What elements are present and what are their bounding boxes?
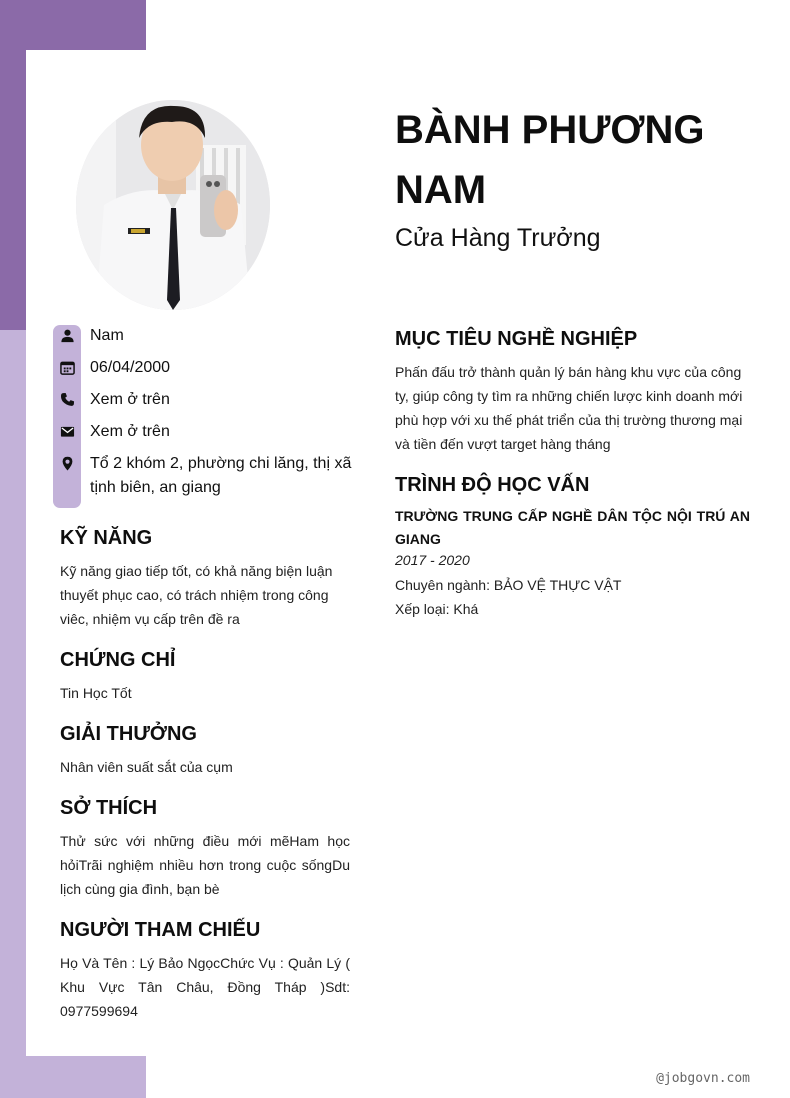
contact-email [56, 420, 356, 444]
certificates-heading: CHỨNG CHỈ [60, 649, 176, 671]
email-value: Xem ở trên [90, 423, 170, 440]
skills-text: Kỹ năng giao tiếp tốt, có khả năng biện luận thuyết phục cao, có trách nhiệm trong công viêc, nhiệm vụ cấp trên đề ra [60, 563, 333, 627]
phone-icon [56, 388, 78, 410]
awards-heading: GIẢI THƯỞNG [60, 723, 197, 745]
decorative-band-bottom [0, 1056, 146, 1098]
certificates-text: Tin Học Tốt [60, 685, 132, 701]
school-name: TRƯỜNG TRUNG CẤP NGHỀ DÂN TỘC NỘI TRÚ AN GIANG [395, 508, 750, 547]
address-value: Tổ 2 khóm 2, phường chi lăng, thị xã tịnh biên, an giang [90, 455, 352, 496]
full-name: BÀNH PHƯƠNG NAM [395, 108, 705, 212]
avatar [76, 100, 270, 310]
decorative-band-left [0, 330, 26, 1098]
map-pin-icon [56, 452, 78, 474]
references-heading: NGƯỜI THAM CHIẾU [60, 919, 261, 941]
person-icon [56, 324, 78, 346]
skills-heading: KỸ NĂNG [60, 527, 153, 549]
contact-birthday [56, 356, 356, 380]
education-heading: TRÌNH ĐỘ HỌC VẤN [395, 474, 590, 496]
references-text: Họ Và Tên : Lý Bảo NgọcChức Vụ : Quản Lý ( Khu Vực Tân Châu, Đồng Tháp )Sdt: 0977599694 [60, 955, 350, 1019]
awards-text: Nhân viên suất sắt của cụm [60, 759, 233, 775]
calendar-icon [56, 356, 78, 378]
study-years: 2017 - 2020 [395, 552, 470, 568]
hobbies-text: Thử sức với những điều mới mẽHam học hỏiTrãi nghiệm nhiều hơn trong cuộc sốngDu lịch cùng gia đình, bạn bè [60, 833, 350, 897]
grade: Xếp loại: Khá [395, 601, 479, 617]
envelope-icon [56, 420, 78, 442]
contact-gender [56, 324, 356, 348]
objective-text: Phấn đấu trở thành quản lý bán hàng khu vực của công ty, giúp công ty tìm ra những chiến lược kinh doanh mới phù hợp với xu thế phát triển của thị trường thương mại và tiền đến vượt target hàng tháng [395, 364, 743, 452]
job-position: Cửa Hàng Trưởng [395, 224, 601, 252]
gender-value: Nam [90, 327, 124, 344]
contact-address [56, 452, 356, 500]
hobbies-heading: SỞ THÍCH [60, 797, 158, 819]
major: Chuyên ngành: BẢO VỆ THỰC VẬT [395, 577, 622, 593]
contact-phone [56, 388, 356, 412]
birthday-value: 06/04/2000 [90, 359, 171, 376]
phone-value: Xem ở trên [90, 391, 170, 408]
watermark: @jobgovn.com [656, 1071, 750, 1086]
objective-heading: MỤC TIÊU NGHỀ NGHIỆP [395, 328, 638, 350]
